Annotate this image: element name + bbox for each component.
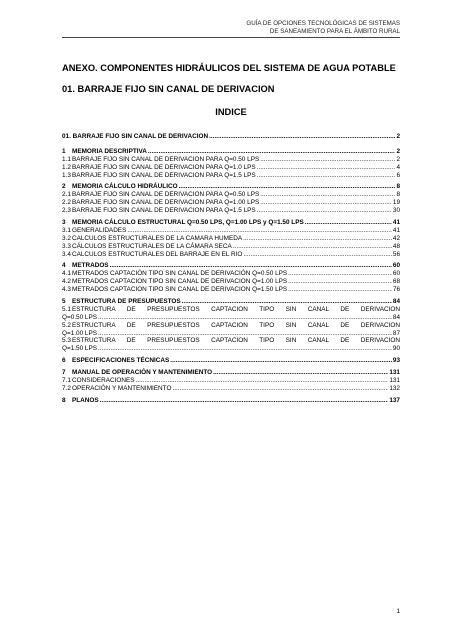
toc-item-1-1[interactable] bbox=[62, 156, 400, 164]
toc-section-text: MEMORIA DESCRIPTIVA bbox=[72, 147, 147, 155]
toc-section-text: MEMORIA CÁLCULO ESTRUCTURAL Q=0.50 LPS, Q=1.00 LPS y Q=1.50 LPS bbox=[72, 219, 304, 227]
leader-dots bbox=[98, 345, 392, 353]
toc-item-page: 42 bbox=[392, 234, 400, 242]
leader-dots bbox=[98, 330, 392, 338]
toc-item-number: 2.1 bbox=[62, 191, 71, 199]
toc-section-page: 131 bbox=[389, 369, 400, 377]
toc-section-number: 3 bbox=[62, 219, 66, 227]
toc-item-text: BARRAJE FIJO SIN CANAL DE DERIVACION PARA Q=1.5 LPS bbox=[72, 171, 256, 179]
toc-item-number: 3.2 bbox=[62, 234, 71, 242]
toc-item-page: 76 bbox=[392, 286, 400, 294]
toc-item-number: 3.3 bbox=[62, 242, 71, 250]
leader-dots bbox=[98, 314, 392, 322]
leader-dots bbox=[260, 199, 392, 207]
toc-item-text: CALCULOS ESTRUCTURALES DEL BARRAJE EN EL RIO bbox=[72, 250, 243, 258]
toc-section-8[interactable] bbox=[62, 397, 400, 405]
toc-item-page: 19 bbox=[392, 199, 400, 207]
leader-dots bbox=[243, 235, 392, 243]
leader-dots bbox=[233, 243, 392, 251]
toc-item-page: 131 bbox=[389, 377, 400, 385]
toc-item-number: 4.3 bbox=[62, 286, 71, 294]
toc-section-number: 7 bbox=[62, 369, 66, 377]
toc-item-number: 5.1 bbox=[62, 305, 71, 313]
toc-item-number: 2.3 bbox=[62, 207, 71, 215]
leader-dots bbox=[243, 251, 392, 259]
toc-item-page: 87 bbox=[392, 329, 400, 337]
toc-section-6[interactable] bbox=[62, 357, 400, 365]
toc-item-page: 30 bbox=[392, 207, 400, 215]
toc-item-number: 7.1 bbox=[62, 377, 71, 385]
leader-dots bbox=[136, 377, 389, 385]
toc-item-7-2[interactable] bbox=[62, 385, 400, 393]
toc-item-number: 3.1 bbox=[62, 226, 71, 234]
leader-dots bbox=[257, 172, 396, 180]
toc-item-text-continued: Q=1.00 LPS bbox=[62, 329, 97, 337]
toc-item-5-3[interactable] bbox=[62, 337, 400, 353]
leader-dots bbox=[182, 298, 392, 306]
header-line-1: GUÍA DE OPCIONES TECNOLÓGICAS DE SISTEMAS bbox=[246, 20, 400, 27]
leader-dots bbox=[305, 219, 392, 227]
toc-item-number: 1.2 bbox=[62, 163, 71, 171]
toc-item-1-3[interactable] bbox=[62, 172, 400, 180]
leader-dots bbox=[260, 156, 395, 164]
toc-item-page: 60 bbox=[392, 270, 400, 278]
index-heading: INDICE bbox=[215, 107, 247, 117]
toc-item-text: BARRAJE FIJO SIN CANAL DE DERIVACION PARA Q=0.50 LPS bbox=[72, 191, 260, 199]
document-title: ANEXO. COMPONENTES HIDRÁULICOS DEL SISTEMA DE AGUA POTABLE bbox=[62, 63, 396, 73]
leader-dots bbox=[179, 183, 396, 191]
leader-dots bbox=[209, 133, 395, 141]
toc-item-text: BARRAJE FIJO SIN CANAL DE DERIVACION PARA Q=0.50 LPS bbox=[72, 155, 260, 163]
table-of-contents bbox=[62, 133, 400, 405]
toc-item-page: 132 bbox=[389, 384, 400, 392]
leader-dots bbox=[257, 164, 396, 172]
toc-section-7[interactable] bbox=[62, 369, 400, 377]
toc-item-4-3[interactable] bbox=[62, 286, 400, 294]
toc-section-text: ESTRUCTURA DE PRESUPUESTOS bbox=[72, 298, 181, 306]
toc-item-3-1[interactable] bbox=[62, 227, 400, 235]
toc-item-2-2[interactable] bbox=[62, 199, 400, 207]
toc-item-text: GENERALIDADES bbox=[72, 226, 127, 234]
toc-section-page: 93 bbox=[392, 357, 400, 365]
toc-item-number: 3.4 bbox=[62, 250, 71, 258]
toc-item-page: 84 bbox=[392, 313, 400, 321]
toc-item-2-1[interactable] bbox=[62, 191, 400, 199]
toc-section-3[interactable] bbox=[62, 219, 400, 227]
toc-item-page: 56 bbox=[392, 250, 400, 258]
toc-item-7-1[interactable] bbox=[62, 377, 400, 385]
toc-section-number: 8 bbox=[62, 396, 66, 404]
toc-item-text: METRADOS CAPTACIÓN TIPO SIN CANAL DE DERIVACIÓN Q=0.50 LPS bbox=[72, 270, 288, 278]
toc-item-text: BARRAJE FIJO SIN CANAL DE DERIVACION PARA Q=1.00 LPS bbox=[72, 199, 260, 207]
toc-item-3-4[interactable] bbox=[62, 251, 400, 259]
toc-item-page: 48 bbox=[392, 242, 400, 250]
header-line-2: DE SANEAMIENTO PARA EL ÁMBITO RURAL bbox=[269, 27, 400, 35]
toc-item-text: CONSIDERACIONES bbox=[72, 377, 135, 385]
toc-item-text: ESTRUCTURA DE PRESUPUESTOS CAPTACION TIPO SIN CANAL DE DERIVACION bbox=[72, 305, 400, 313]
toc-item-text-continued: Q=0.50 LPS bbox=[62, 313, 97, 321]
toc-item-text: CÁLCULOS ESTRUCTURALES DE LA CÁMARA SECA bbox=[72, 242, 232, 250]
toc-item-page: 2 bbox=[396, 155, 400, 163]
toc-item-text: METRADOS CAPTACION TIPO SIN CANAL DE DERIVACION Q=1.50 LPS bbox=[72, 286, 288, 294]
page-number: 1 bbox=[396, 608, 400, 615]
toc-item-5-1[interactable] bbox=[62, 306, 400, 322]
toc-item-text: METRADOS CAPTACION TIPO SIN CANAL DE DERIVACION Q=1.00 LPS bbox=[72, 278, 288, 286]
running-header bbox=[246, 20, 400, 35]
toc-item-number: 4.1 bbox=[62, 270, 71, 278]
header-rule bbox=[62, 37, 400, 38]
toc-section-page: 60 bbox=[392, 262, 400, 270]
toc-section-page: 8 bbox=[396, 183, 400, 191]
toc-section-5[interactable] bbox=[62, 298, 400, 306]
leader-dots bbox=[127, 227, 392, 235]
toc-entry-page: 2 bbox=[396, 133, 400, 140]
toc-section-text: METRADOS bbox=[72, 262, 109, 270]
toc-entry-text: 01. BARRAJE FIJO SIN CANAL DE DERIVACION bbox=[62, 133, 209, 140]
toc-item-4-2[interactable] bbox=[62, 278, 400, 286]
toc-item-text: OPERACIÓN Y MANTENIMIENTO bbox=[72, 384, 172, 392]
toc-section-page: 137 bbox=[389, 396, 400, 404]
toc-item-number: 1.3 bbox=[62, 171, 71, 179]
toc-item-5-2[interactable] bbox=[62, 322, 400, 338]
toc-item-text: ESTRUCTURA DE PRESUPUESTOS CAPTACION TIPO SIN CANAL DE DERIVACION bbox=[72, 337, 400, 345]
toc-item-text: BARRAJE FIJO SIN CANAL DE DERIVACION PARA Q=1.5 LPS bbox=[72, 207, 256, 215]
toc-item-number: 4.2 bbox=[62, 278, 71, 286]
toc-item-page: 4 bbox=[396, 163, 400, 171]
toc-item-page: 90 bbox=[392, 345, 400, 353]
toc-section-text: MEMORIA CÁLCULO HIDRÁULICO bbox=[72, 183, 178, 191]
toc-item-text-continued: Q=1.50 LPS bbox=[62, 345, 97, 353]
toc-section-text: MANUAL DE OPERACIÓN Y MANTENIMIENTO bbox=[72, 369, 213, 377]
toc-item-number: 5.2 bbox=[62, 321, 71, 329]
toc-section-page: 2 bbox=[396, 147, 400, 155]
toc-item-number: 7.2 bbox=[62, 384, 71, 392]
toc-section-page: 84 bbox=[392, 298, 400, 306]
toc-item-text: BARRAJE FIJO SIN CANAL DE DERIVACION PARA Q=1.0 LPS bbox=[72, 163, 256, 171]
toc-section-text: ESPECIFICACIONES TÉCNICAS bbox=[72, 357, 170, 365]
leader-dots bbox=[257, 207, 392, 215]
toc-item-number: 5.3 bbox=[62, 337, 71, 345]
leader-dots bbox=[288, 270, 392, 278]
leader-dots bbox=[288, 286, 392, 294]
toc-section-page: 41 bbox=[392, 219, 400, 227]
toc-item-text: CALCULOS ESTRUCTURALES DE LA CAMARA HUMEDA bbox=[72, 234, 243, 242]
leader-dots bbox=[170, 357, 392, 365]
section-subtitle: 01. BARRAJE FIJO SIN CANAL DE DERIVACION bbox=[62, 84, 275, 94]
toc-item-1-2[interactable] bbox=[62, 164, 400, 172]
toc-section-number: 4 bbox=[62, 262, 66, 270]
toc-item-text: ESTRUCTURA DE PRESUPUESTOS CAPTACION TIPO SIN CANAL DE DERIVACION bbox=[72, 321, 400, 329]
toc-item-3-3[interactable] bbox=[62, 243, 400, 251]
toc-item-page: 6 bbox=[396, 171, 400, 179]
toc-section-1[interactable] bbox=[62, 148, 400, 156]
leader-dots bbox=[100, 397, 389, 405]
toc-section-number: 5 bbox=[62, 298, 66, 306]
toc-item-number: 1.1 bbox=[62, 155, 71, 163]
toc-item-number: 2.2 bbox=[62, 199, 71, 207]
toc-item-page: 41 bbox=[392, 226, 400, 234]
leader-dots bbox=[148, 148, 396, 156]
toc-section-number: 6 bbox=[62, 357, 66, 365]
toc-section-number: 2 bbox=[62, 183, 66, 191]
toc-item-4-1[interactable] bbox=[62, 270, 400, 278]
toc-item-2-3[interactable] bbox=[62, 207, 400, 215]
leader-dots bbox=[288, 278, 392, 286]
toc-item-page: 68 bbox=[392, 278, 400, 286]
toc-entry-top[interactable] bbox=[62, 133, 400, 141]
toc-section-2[interactable] bbox=[62, 183, 400, 191]
toc-section-text: PLANOS bbox=[72, 396, 99, 404]
toc-item-page: 8 bbox=[396, 191, 400, 199]
leader-dots bbox=[213, 369, 388, 377]
toc-item-3-2[interactable] bbox=[62, 235, 400, 243]
toc-section-number: 1 bbox=[62, 147, 66, 155]
leader-dots bbox=[260, 191, 395, 199]
leader-dots bbox=[172, 385, 388, 393]
